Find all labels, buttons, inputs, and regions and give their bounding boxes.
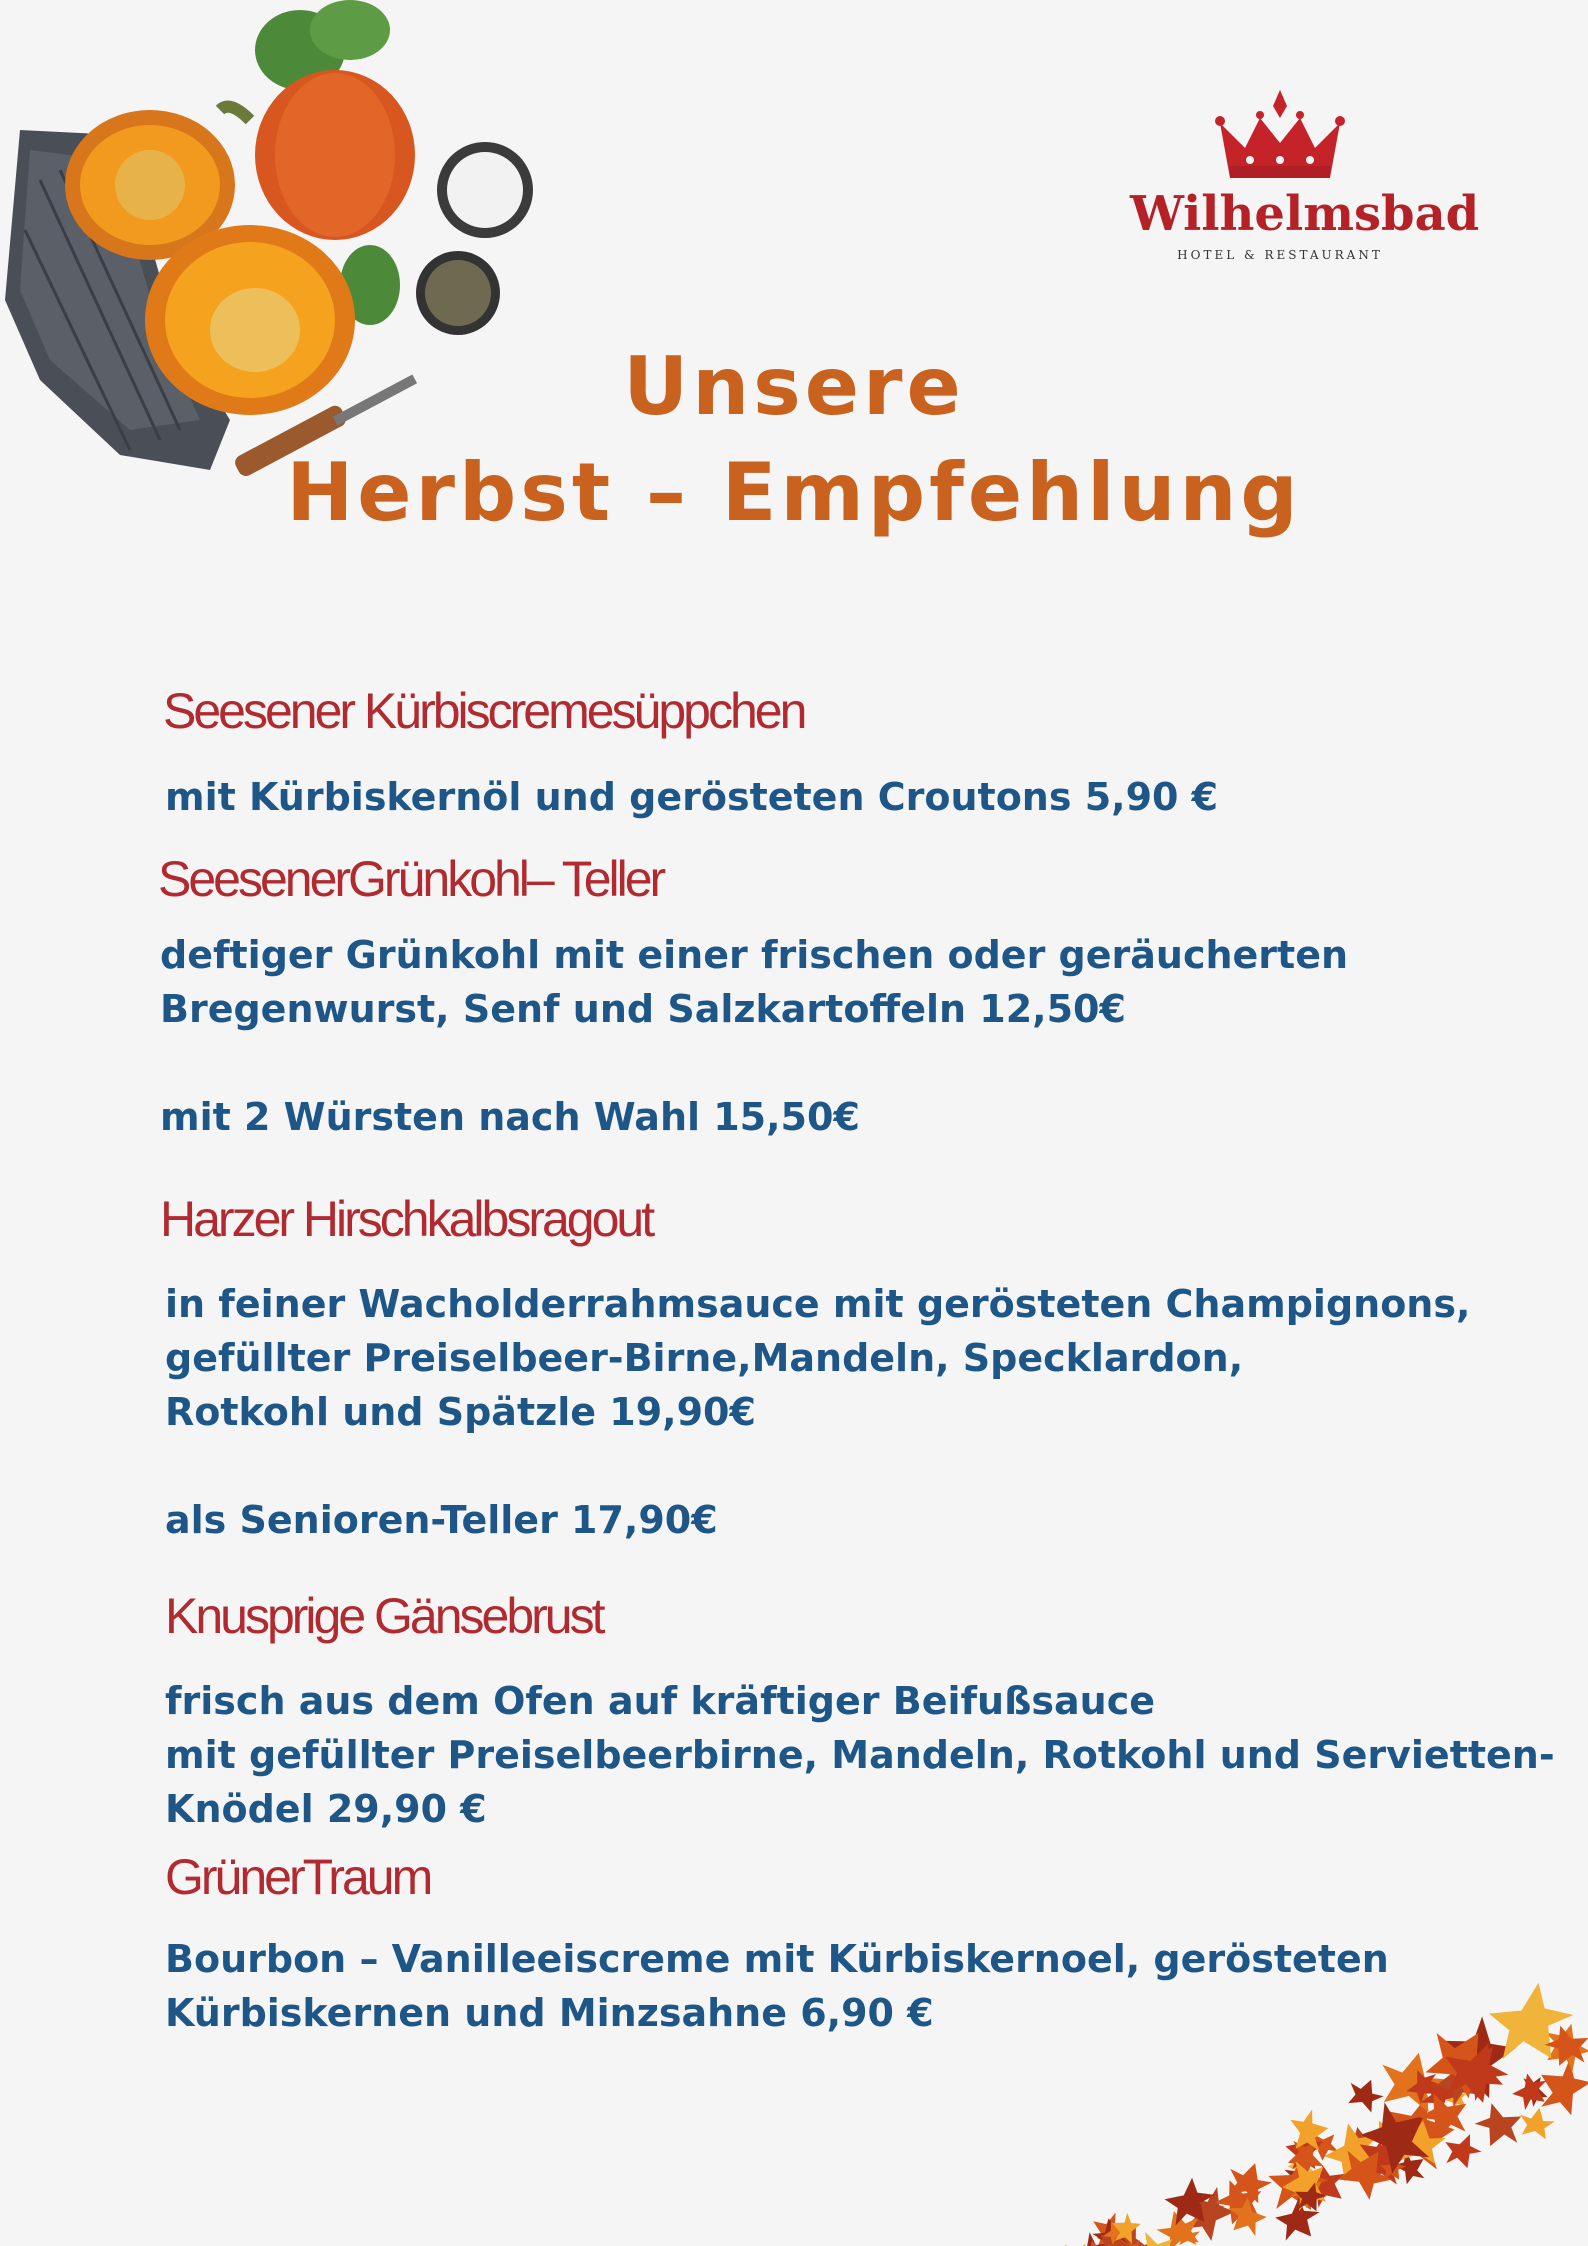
- dish-name: Seesener Kürbiscremesüppchen: [163, 683, 805, 739]
- title-line-1: Unsere: [623, 340, 965, 433]
- leaf-shape: [1049, 2238, 1094, 2246]
- dish-name: Harzer Hirschkalbsragout: [160, 1191, 653, 1247]
- dish-description: frisch aus dem Ofen auf kräftiger Beifußsauce: [165, 1679, 1156, 1723]
- dish-option: mit 2 Würsten nach Wahl 15,50€: [160, 1095, 860, 1139]
- dish-description: Kürbiskernen und Minzsahne 6,90 €: [165, 1991, 934, 2035]
- dish-name: GrünerTraum: [165, 1849, 431, 1905]
- dish-name: SeesenerGrünkohl– Teller: [158, 851, 664, 907]
- dish-description: mit Kürbiskernöl und gerösteten Croutons 5,90 €: [165, 775, 1219, 819]
- dish-option: als Senioren-Teller 17,90€: [165, 1498, 718, 1542]
- dish-name: Knusprige Gänsebrust: [165, 1588, 603, 1644]
- dish-description: in feiner Wacholderrahmsauce mit gerösteten Champignons,: [165, 1282, 1471, 1326]
- title-line-2: Herbst – Empfehlung: [286, 446, 1302, 539]
- dish-description: Bregenwurst, Senf und Salzkartoffeln 12,50€: [160, 987, 1126, 1031]
- dish-description: Rotkohl und Spätzle 19,90€: [165, 1390, 756, 1434]
- leaf-shape: [1469, 2100, 1528, 2155]
- leaf-shape: [1440, 2132, 1485, 2173]
- leaf-shape: [1343, 2073, 1387, 2114]
- dish-description: Bourbon – Vanilleeiscreme mit Kürbiskernoel, gerösteten: [165, 1937, 1389, 1981]
- dish-description: mit gefüllter Preiselbeerbirne, Mandeln, Rotkohl und Servietten-: [165, 1733, 1555, 1777]
- leaf-shape: [1517, 2104, 1557, 2140]
- logo-subtitle: HOTEL & RESTAURANT: [1177, 248, 1383, 262]
- autumn-leaves-illustration: [988, 1956, 1588, 2246]
- dish-description: deftiger Grünkohl mit einer frischen oder geräucherten: [160, 933, 1349, 977]
- dish-description: Knödel 29,90 €: [165, 1787, 487, 1831]
- logo-name: Wilhelmsbad: [1130, 186, 1480, 242]
- dish-description: gefüllter Preiselbeer-Birne,Mandeln, Specklardon,: [165, 1336, 1244, 1380]
